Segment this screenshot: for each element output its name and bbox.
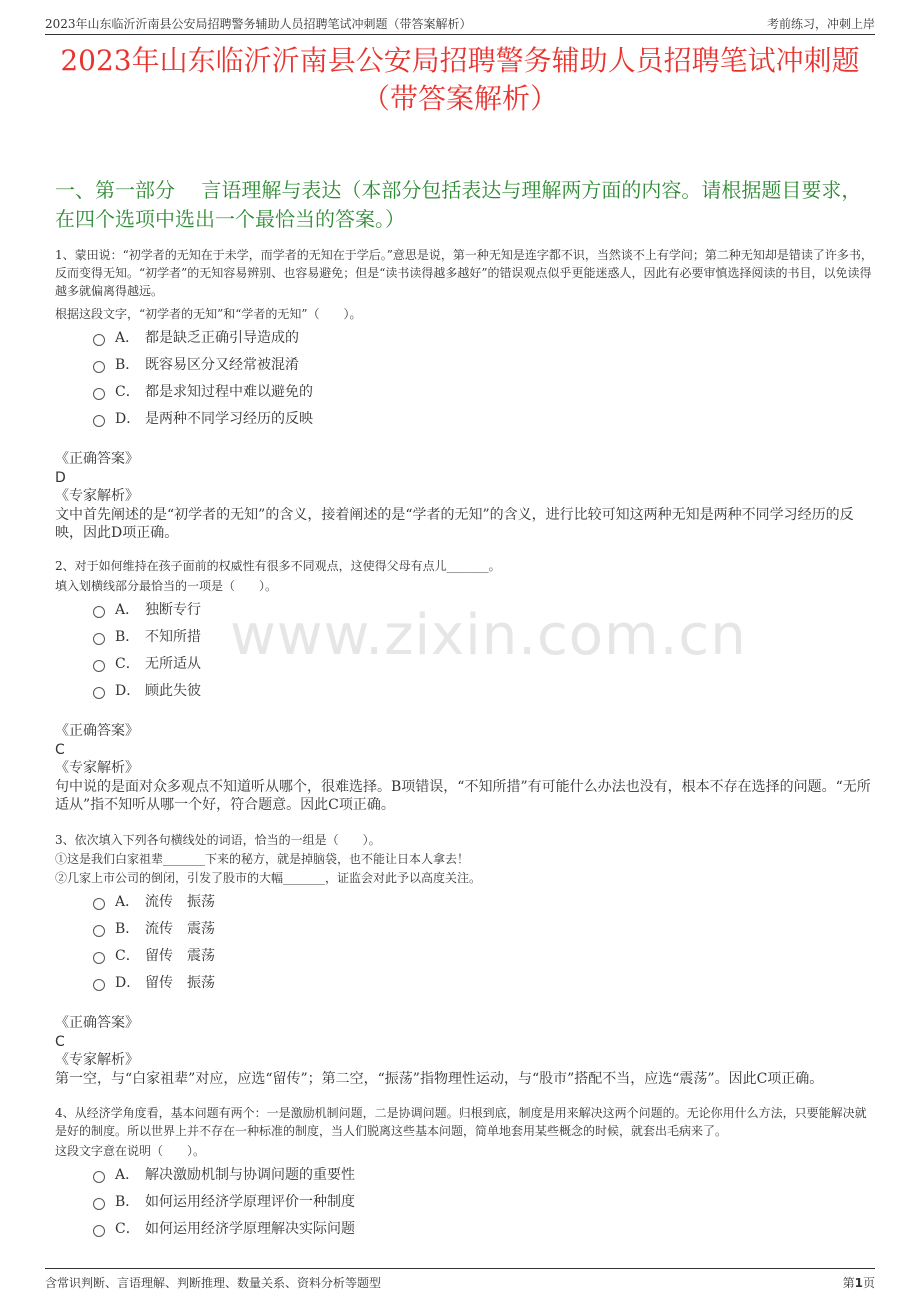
radio-icon[interactable] bbox=[93, 979, 105, 991]
page-footer bbox=[45, 1268, 875, 1291]
expert-label: 《专家解析》 bbox=[55, 1052, 139, 1068]
option-b[interactable]: B． 不知所措 bbox=[93, 622, 793, 649]
answer-value: D bbox=[55, 469, 66, 486]
option-c[interactable]: C． 如何运用经济学原理解决实际问题 bbox=[93, 1214, 793, 1241]
question-4-stem: 4、从经济学角度看，基本问题有两个：一是激励机制问题，二是协调问题。归根到底，制度是用来解决这两个问题的。无论你用什么方法，只要能解决就是好的制度。所以世界上并不存在一种标准的制度，当人们脱离这些基本问题，简单地套用某些概念的时候，就套出毛病来了。 bbox=[55, 1106, 867, 1138]
question-3-line-2: ②几家上市公司的倒闭，引发了股市的大幅_______，证监会对此予以高度关注。 bbox=[55, 871, 482, 885]
explanation-text: 文中首先阐述的是“初学者的无知”的含义，接着阐述的是“学者的无知”的含义，进行比较可知这两种无知是两种不同学习经历的反映，因此D项正确。 bbox=[55, 506, 854, 541]
option-a[interactable]: A． 解决激励机制与协调问题的重要性 bbox=[93, 1160, 793, 1187]
question-2-answer-block bbox=[55, 722, 875, 815]
question-2-options bbox=[93, 595, 793, 703]
option-d[interactable]: D． 顾此失彼 bbox=[93, 676, 793, 703]
question-1-prompt: 根据这段文字，“初学者的无知”和“学者的无知”（ ）。 bbox=[55, 307, 362, 321]
question-3-line-1: ①这是我们白家祖辈_______下来的秘方，就是掉脑袋，也不能让日本人拿去！ bbox=[55, 852, 470, 866]
expert-label: 《专家解析》 bbox=[55, 760, 139, 776]
option-d[interactable]: D． 留传 振荡 bbox=[93, 968, 793, 995]
question-2-prompt: 填入划横线部分最恰当的一项是（ ）。 bbox=[55, 579, 278, 593]
answer-label: 《正确答案》 bbox=[55, 723, 139, 739]
explanation-text: 第一空，与“白家祖辈”对应，应选“留传”；第二空，“振荡”指物理性运动，与“股市”搭配不当，应选“震荡”。因此C项正确。 bbox=[55, 1070, 824, 1087]
option-b[interactable]: B． 流传 震荡 bbox=[93, 914, 793, 941]
answer-value: C bbox=[55, 741, 65, 758]
option-d[interactable]: D． 是两种不同学习经历的反映 bbox=[93, 404, 793, 431]
page-number: 第1页 bbox=[842, 1276, 875, 1290]
question-1-options bbox=[93, 323, 793, 431]
footer-left-text: 含常识判断、言语理解、判断推理、数量关系、资料分析等题型 bbox=[45, 1276, 382, 1290]
radio-icon[interactable] bbox=[93, 925, 105, 937]
answer-value: C bbox=[55, 1033, 65, 1050]
section-heading: 一、第一部分 言语理解与表达（本部分包括表达与理解两方面的内容。请根据题目要求，在四个选项中选出一个最恰当的答案。） bbox=[55, 178, 862, 231]
radio-icon[interactable] bbox=[93, 1225, 105, 1237]
page-header bbox=[45, 10, 875, 35]
option-a[interactable]: A． 流传 振荡 bbox=[93, 887, 793, 914]
header-right-text: 考前练习，冲刺上岸 bbox=[766, 17, 875, 31]
radio-icon[interactable] bbox=[93, 687, 105, 699]
question-3-answer-block bbox=[55, 1014, 875, 1088]
question-3-options bbox=[93, 887, 793, 995]
radio-icon[interactable] bbox=[93, 361, 105, 373]
radio-icon[interactable] bbox=[93, 660, 105, 672]
radio-icon[interactable] bbox=[93, 1198, 105, 1210]
option-b[interactable]: B． 如何运用经济学原理评价一种制度 bbox=[93, 1187, 793, 1214]
option-c[interactable]: C． 无所适从 bbox=[93, 649, 793, 676]
radio-icon[interactable] bbox=[93, 606, 105, 618]
question-1-stem: 1、蒙田说：“初学者的无知在于未学，而学者的无知在于学后。”意思是说，第一种无知是连字都不识，当然谈不上有学问；第二种无知却是错读了许多书，反而变得无知。“初学者”的无知容易辨别、也容易避免；但是“读书读得越多越好”的错误观点似乎更能迷惑人，因此有必要审慎选择阅读的书目，以免读得越多就偏离得越远。 bbox=[55, 248, 873, 298]
question-2-stem: 2、对于如何维持在孩子面前的权威性有很多不同观点，这使得父母有点儿_______。 bbox=[55, 559, 501, 573]
option-c[interactable]: C． 留传 震荡 bbox=[93, 941, 793, 968]
question-4-options bbox=[93, 1160, 793, 1241]
option-a[interactable]: A． 独断专行 bbox=[93, 595, 793, 622]
radio-icon[interactable] bbox=[93, 388, 105, 400]
question-3-stem: 3、依次填入下列各句横线处的词语，恰当的一组是（ ）。 bbox=[55, 833, 381, 847]
radio-icon[interactable] bbox=[93, 633, 105, 645]
option-a[interactable]: A． 都是缺乏正确引导造成的 bbox=[93, 323, 793, 350]
watermark: www.zixin.com.cn bbox=[230, 603, 747, 668]
option-c[interactable]: C． 都是求知过程中难以避免的 bbox=[93, 377, 793, 404]
radio-icon[interactable] bbox=[93, 415, 105, 427]
document-title: 2023年山东临沂沂南县公安局招聘警务辅助人员招聘笔试冲刺题（带答案解析） bbox=[60, 44, 860, 115]
question-1-answer-block bbox=[55, 450, 875, 543]
option-b[interactable]: B． 既容易区分又经常被混淆 bbox=[93, 350, 793, 377]
answer-label: 《正确答案》 bbox=[55, 451, 139, 467]
radio-icon[interactable] bbox=[93, 334, 105, 346]
question-4-prompt: 这段文字意在说明（ ）。 bbox=[55, 1144, 206, 1158]
explanation-text: 句中说的是面对众多观点不知道听从哪个，很难选择。B项错误，“不知所措”有可能什么办法也没有，根本不存在选择的问题。“无所适从”指不知听从哪一个好，符合题意。因此C项正确。 bbox=[55, 778, 871, 813]
radio-icon[interactable] bbox=[93, 1171, 105, 1183]
radio-icon[interactable] bbox=[93, 898, 105, 910]
answer-label: 《正确答案》 bbox=[55, 1015, 139, 1031]
radio-icon[interactable] bbox=[93, 952, 105, 964]
expert-label: 《专家解析》 bbox=[55, 488, 139, 504]
header-left-text: 2023年山东临沂沂南县公安局招聘警务辅助人员招聘笔试冲刺题（带答案解析） bbox=[45, 17, 472, 31]
